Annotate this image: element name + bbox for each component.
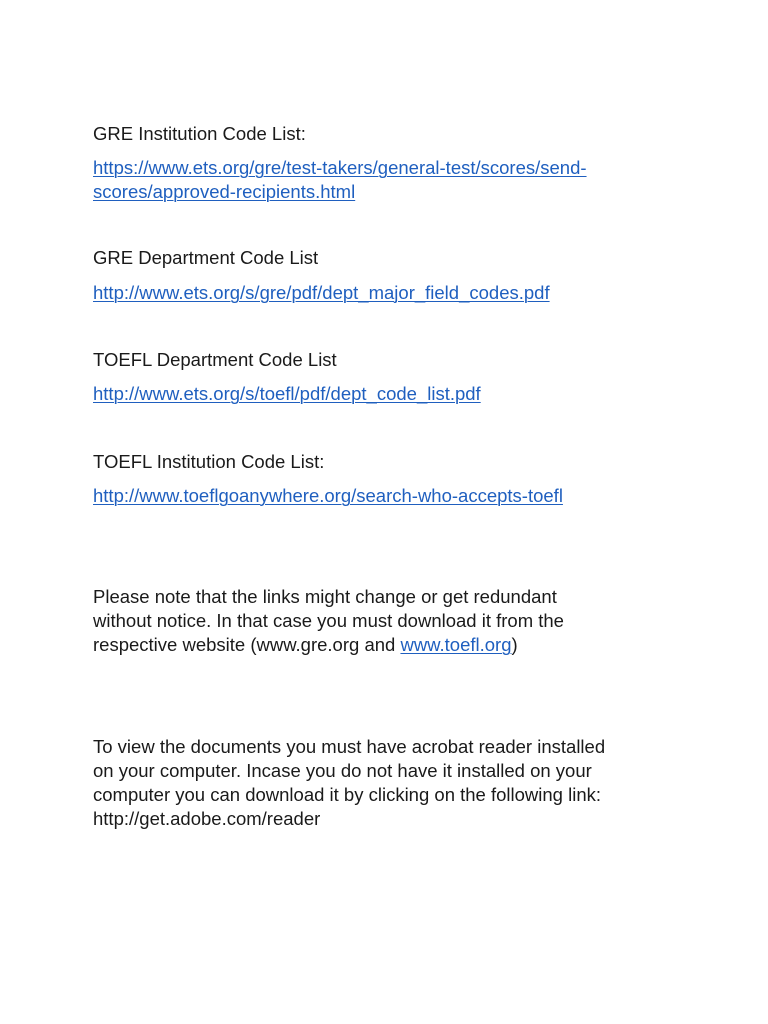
links-change-note (93, 585, 673, 657)
toefl-institution-link[interactable]: http://www.toeflgoanywhere.org/search-who-accepts-toefl (93, 485, 563, 506)
gre-institution-link-part1[interactable]: https://www.ets.org/gre/test-takers/general-test/scores/send- (93, 157, 587, 178)
gre-department-link-block (93, 281, 693, 305)
reader-line-2: on your computer. Incase you do not have it installed on your (93, 760, 592, 781)
note-line-1: Please note that the links might change or get redundant (93, 586, 557, 607)
acrobat-reader-note (93, 735, 673, 831)
note-line-2: without notice. In that case you must download it from the (93, 610, 564, 631)
toefl-department-link[interactable]: http://www.ets.org/s/toefl/pdf/dept_code_list.pdf (93, 383, 481, 404)
note-line-3-suffix: ) (511, 634, 518, 655)
reader-line-1: To view the documents you must have acrobat reader installed (93, 736, 606, 757)
toefl-website-link[interactable]: www.toefl.org (400, 634, 512, 655)
gre-department-link[interactable]: http://www.ets.org/s/gre/pdf/dept_major_field_codes.pdf (93, 282, 550, 303)
reader-line-3: computer you can download it by clicking on the following link: (93, 784, 602, 805)
toefl-institution-title: TOEFL Institution Code List: (93, 451, 325, 472)
reader-download-url: http://get.adobe.com/reader (93, 808, 321, 829)
note-line-3-prefix: respective website (www.gre.org and (93, 634, 401, 655)
toefl-department-title: TOEFL Department Code List (93, 349, 337, 370)
toefl-department-link-block (93, 382, 693, 406)
gre-institution-link-block (93, 156, 693, 204)
note-line-3 (93, 633, 673, 657)
gre-institution-link-part2[interactable]: scores/approved-recipients.html (93, 181, 356, 202)
toefl-institution-link-block (93, 484, 693, 508)
gre-institution-title: GRE Institution Code List: (93, 123, 306, 144)
gre-department-title: GRE Department Code List (93, 247, 319, 268)
